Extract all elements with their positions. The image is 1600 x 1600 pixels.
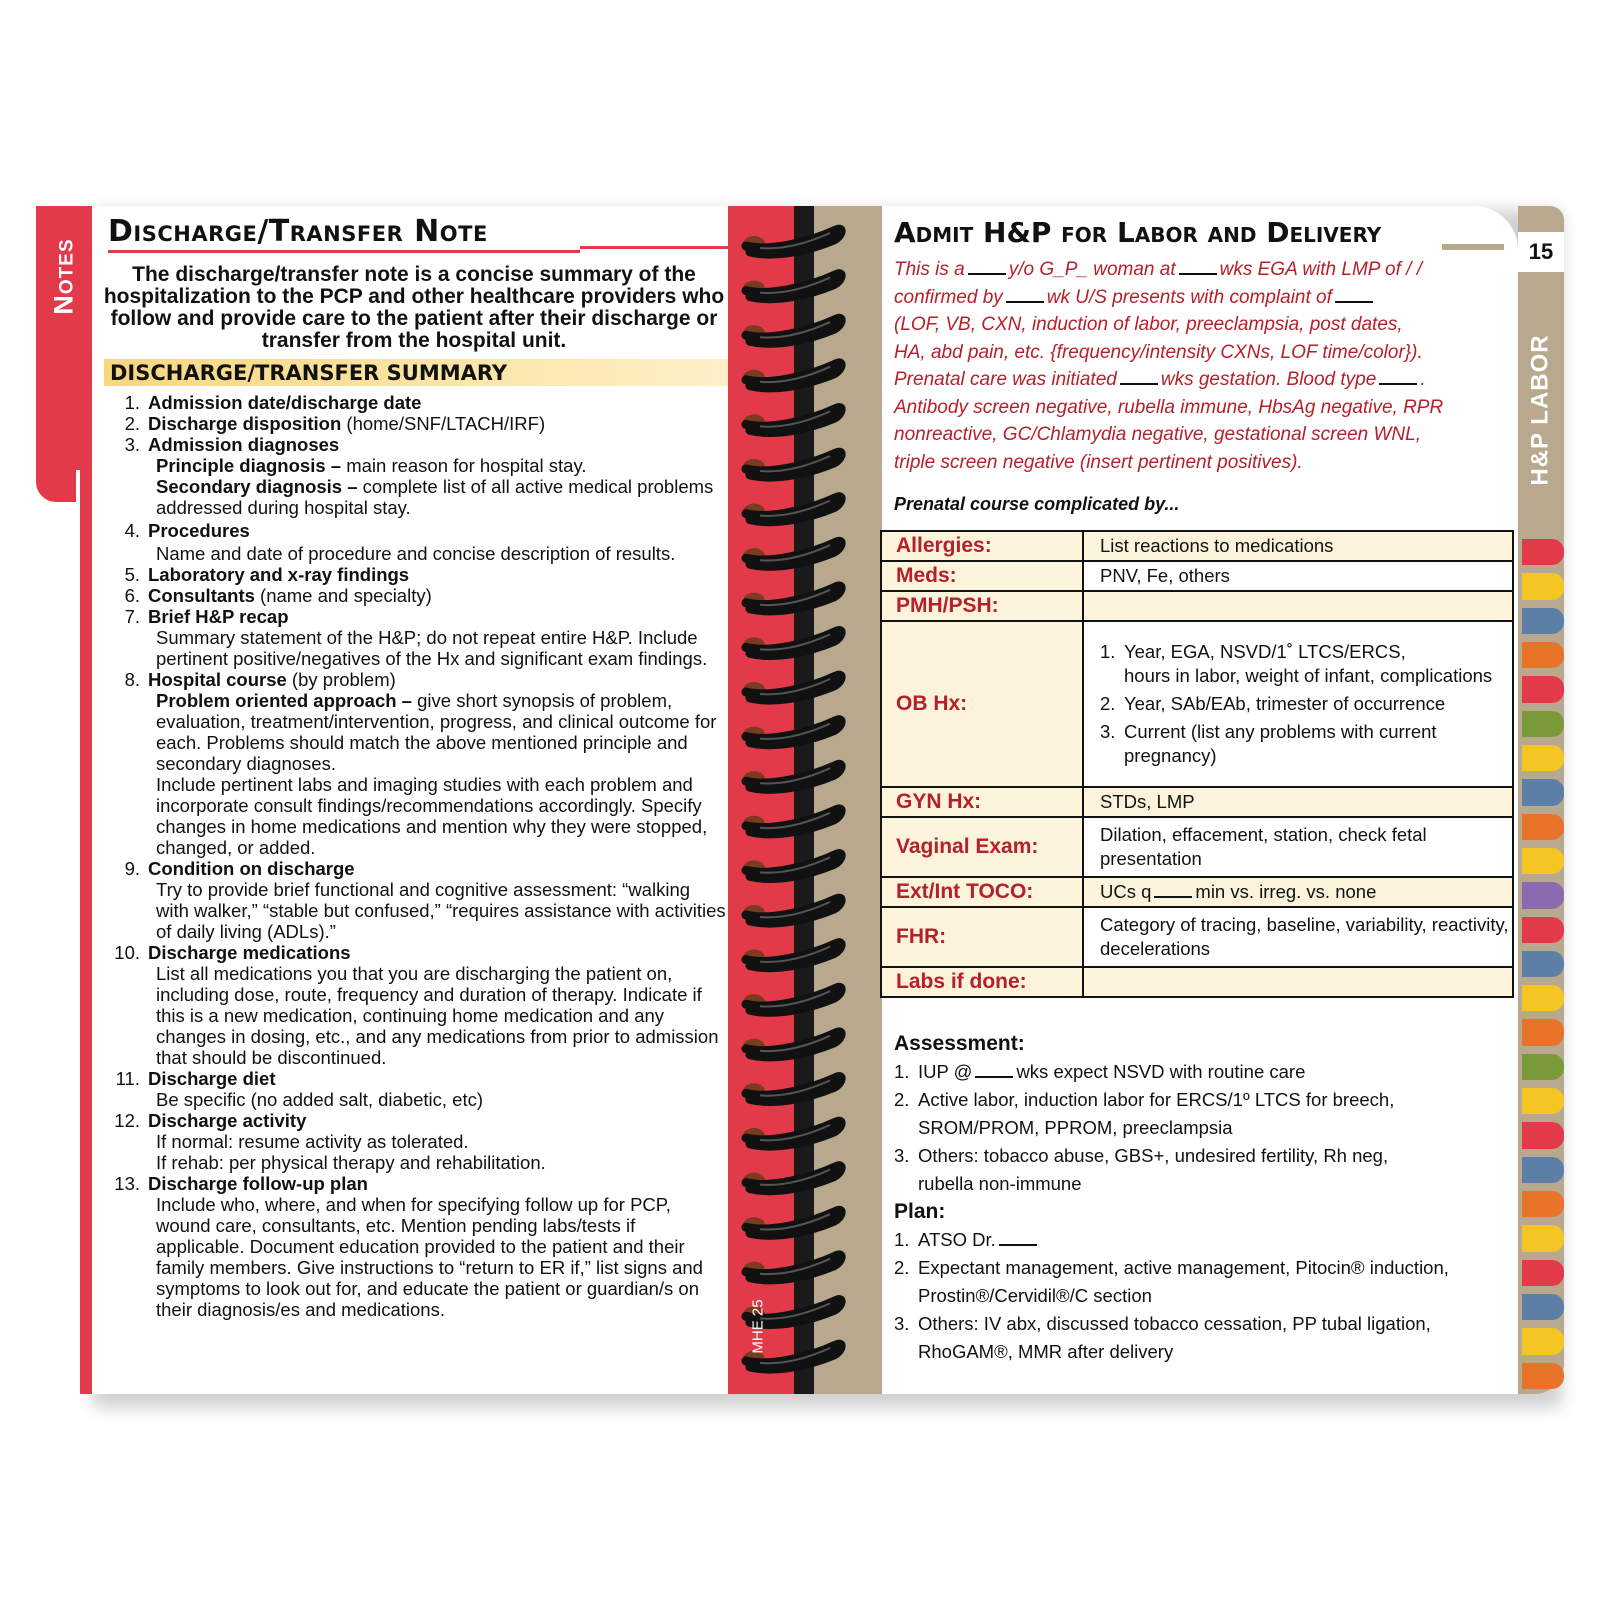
list-item: 9. Condition on discharge: [124, 858, 355, 879]
title-underline: [108, 250, 580, 253]
row-label: Ext/Int TOCO:: [881, 877, 1083, 907]
index-tab[interactable]: [1522, 608, 1564, 634]
table-row: [881, 591, 1513, 621]
table-row: [881, 907, 1513, 967]
list-subitem: Try to provide brief functional and cognitive assessment: “walking with walker,” “stable but confused,” “requires assistance with activities of daily living (ADLs).”: [156, 879, 726, 942]
list-item: 6. Consultants (name and specialty): [124, 585, 432, 606]
notes-tab-corner: [36, 470, 76, 502]
index-tab[interactable]: [1522, 1157, 1564, 1183]
list-item: 2. Discharge disposition (home/SNF/LTACH/IRF): [124, 413, 546, 434]
list-subitem: Be specific (no added salt, diabetic, etc): [156, 1089, 484, 1110]
row-label: Labs if done:: [881, 967, 1083, 997]
list-subitem: Include pertinent labs and imaging studies with each problem and incorporate consult findings/recommendations accordingly. Specify changes in home medications and mention why they were stopped, changed, or added.: [156, 774, 708, 858]
table-row: [881, 531, 1513, 561]
row-label: Vaginal Exam:: [881, 817, 1083, 877]
index-tab[interactable]: [1522, 814, 1564, 840]
assessment-heading: Assessment:: [894, 1032, 1025, 1055]
index-tab[interactable]: [1522, 1019, 1564, 1045]
index-tabs[interactable]: [1518, 536, 1564, 1394]
row-value: UCs q min vs. irreg. vs. none: [1083, 877, 1513, 907]
row-value: STDs, LMP: [1083, 787, 1513, 817]
assessment-plan: [894, 1030, 1514, 1366]
table-row: [881, 787, 1513, 817]
row-label: Meds:: [881, 561, 1083, 591]
row-value: Category of tracing, baseline, variability, reactivity, decelerations: [1083, 907, 1513, 967]
page-title-left: Discharge/Transfer Note: [108, 214, 488, 249]
list-subitem: List all medications you that you are discharging the patient on, including dose, route, frequency and duration of therapy. Indicate if this is a new medication, continuing home medication and any changes in dosing, etc., and any medications from prior to admission that should be discontinued.: [156, 963, 719, 1068]
list-item: 13. Discharge follow-up plan: [114, 1173, 368, 1194]
summary-heading: DISCHARGE/TRANSFER SUMMARY: [110, 361, 508, 385]
index-tab[interactable]: [1522, 1363, 1564, 1389]
list-subitem: Include who, where, and when for specifying follow up for PCP, wound care, consultants, etc. Mention pending labs/tests if applicable. Document education provided to the patient and their family members. Give instructions to “return to ER if,” list signs and symptoms to look out for, and educate the patient or guardian/s on their diagnosis/es and medications.: [156, 1194, 703, 1320]
index-tab[interactable]: [1522, 1328, 1564, 1354]
row-value: PNV, Fe, others: [1083, 561, 1513, 591]
list-item: 1. ATSO Dr.: [894, 1226, 1514, 1254]
page-title-right: Admit H&P for Labor and Delivery: [894, 216, 1382, 249]
summary-list: [104, 392, 728, 1320]
list-item: 12. Discharge activity: [114, 1110, 307, 1131]
notes-tab-label: Notes: [48, 237, 79, 315]
list-subitem: If rehab: per physical therapy and rehabilitation.: [156, 1152, 546, 1173]
list-subitem: Name and date of procedure and concise description of results.: [156, 543, 676, 564]
notes-tab-label-box: [36, 206, 92, 346]
index-tab[interactable]: [1522, 539, 1564, 565]
list-item: 8. Hospital course (by problem): [124, 669, 396, 690]
list-item: 5. Laboratory and x-ray findings: [124, 564, 410, 585]
list-item: 1. IUP @ wks expect NSVD with routine care: [894, 1061, 1306, 1082]
spine-code-box: [738, 1296, 778, 1356]
list-item: 1. Admission date/discharge date: [124, 392, 422, 413]
index-tab[interactable]: [1522, 1122, 1564, 1148]
index-tab[interactable]: [1522, 1191, 1564, 1217]
index-tab[interactable]: [1522, 848, 1564, 874]
hp-table: [880, 530, 1514, 998]
index-tab[interactable]: [1522, 676, 1564, 702]
index-tab[interactable]: [1522, 1088, 1564, 1114]
title-rule: [1442, 244, 1504, 250]
row-value: List reactions to medications: [1083, 531, 1513, 561]
prenatal-note: Prenatal course complicated by...: [894, 494, 1180, 514]
section-tab-label: H&P LABOR: [1527, 334, 1555, 486]
index-tab[interactable]: [1522, 779, 1564, 805]
list-item: 2. Expectant management, active management, Pitocin® induction, Prostin®/Cervidil®/C section: [894, 1257, 1449, 1306]
row-value: [1083, 967, 1513, 997]
plan-heading: Plan:: [894, 1200, 946, 1223]
row-label: PMH/PSH:: [881, 591, 1083, 621]
row-label: OB Hx:: [881, 621, 1083, 787]
hpi-template: This is a y/o G_P_ woman at wks EGA with LMP of / / confirmed by wk U/S presents with complaint of (LOF, VB, CXN, induction of labor, preeclampsia, post dates, HA, abd pain, etc. {frequency/intensity CXNs, LOF time/color}). Prenatal care was initiated wks gestation. Blood type . Antibody screen negative, rubella immune, HbsAg negative, RPR nonreactive, GC/Chlamydia negative, gestational screen WNL, triple screen negative (insert pertinent positives).: [894, 259, 1444, 473]
table-row: [881, 621, 1513, 787]
list-subitem: Secondary diagnosis – complete list of all active medical problems addressed during hospital stay.: [156, 476, 714, 518]
index-tab[interactable]: [1522, 711, 1564, 737]
index-tab[interactable]: [1522, 745, 1564, 771]
row-label: GYN Hx:: [881, 787, 1083, 817]
list-subitem: Problem oriented approach – give short synopsis of problem, evaluation, treatment/intervention, progress, and clinical outcome for each. Problems should match the above mentioned principle and secondary diagnoses.: [156, 690, 717, 774]
section-tab[interactable]: [1518, 290, 1564, 530]
list-item: 3. Others: tobacco abuse, GBS+, undesired fertility, Rh neg, rubella non-immune: [894, 1145, 1389, 1194]
row-value: [1083, 591, 1513, 621]
index-tab[interactable]: [1522, 1294, 1564, 1320]
notes-tab-strip: [80, 470, 92, 1394]
row-value: 1. Year, EGA, NSVD/1˚ LTCS/ERCS, hours in labor, weight of infant, complications 2. Year, SAb/EAb, trimester of occurrence 3. Current (list any problems with current pregnancy): [1083, 621, 1513, 787]
table-row: [881, 967, 1513, 997]
row-value: Dilation, effacement, station, check fetal presentation: [1083, 817, 1513, 877]
row-label: Allergies:: [881, 531, 1083, 561]
list-item: 11. Discharge diet: [115, 1068, 276, 1089]
title-rule: [580, 246, 728, 249]
list-subitem: Summary statement of the H&P; do not repeat entire H&P. Include pertinent positive/negatives of the Hx and significant exam findings.: [156, 627, 708, 669]
index-tab[interactable]: [1522, 642, 1564, 668]
list-item: 3. Others: IV abx, discussed tobacco cessation, PP tubal ligation, RhoGAM®, MMR after delivery: [894, 1313, 1431, 1362]
index-tab[interactable]: [1522, 1225, 1564, 1251]
table-row: [881, 877, 1513, 907]
index-tab[interactable]: [1522, 882, 1564, 908]
spine-code: MHE 25: [749, 1298, 767, 1354]
index-tab[interactable]: [1522, 1260, 1564, 1286]
list-item: 7. Brief H&P recap: [124, 606, 289, 627]
list-item: 4. Procedures: [124, 520, 250, 541]
index-tab[interactable]: [1522, 985, 1564, 1011]
list-subitem: Principle diagnosis – main reason for hospital stay.: [156, 455, 587, 476]
index-tab[interactable]: [1522, 573, 1564, 599]
page-number: 15: [1518, 232, 1564, 272]
index-tab[interactable]: [1522, 917, 1564, 943]
list-item: 2. Active labor, induction labor for ERCS/1º LTCS for breech, SROM/PROM, PPROM, preeclampsia: [894, 1089, 1395, 1138]
spiral-binding: [740, 206, 860, 1394]
table-row: [881, 561, 1513, 591]
table-row: [881, 817, 1513, 877]
list-subitem: If normal: resume activity as tolerated.: [156, 1131, 469, 1152]
row-label: FHR:: [881, 907, 1083, 967]
list-item: 10. Discharge medications: [114, 942, 351, 963]
index-tab[interactable]: [1522, 1054, 1564, 1080]
intro-paragraph: The discharge/transfer note is a concise summary of the hospitalization to the PCP and other healthcare providers who follow and provide care to the patient after their discharge or transfer from the hospital unit.: [103, 263, 725, 352]
list-item: 3. Admission diagnoses: [124, 434, 340, 455]
index-tab[interactable]: [1522, 951, 1564, 977]
